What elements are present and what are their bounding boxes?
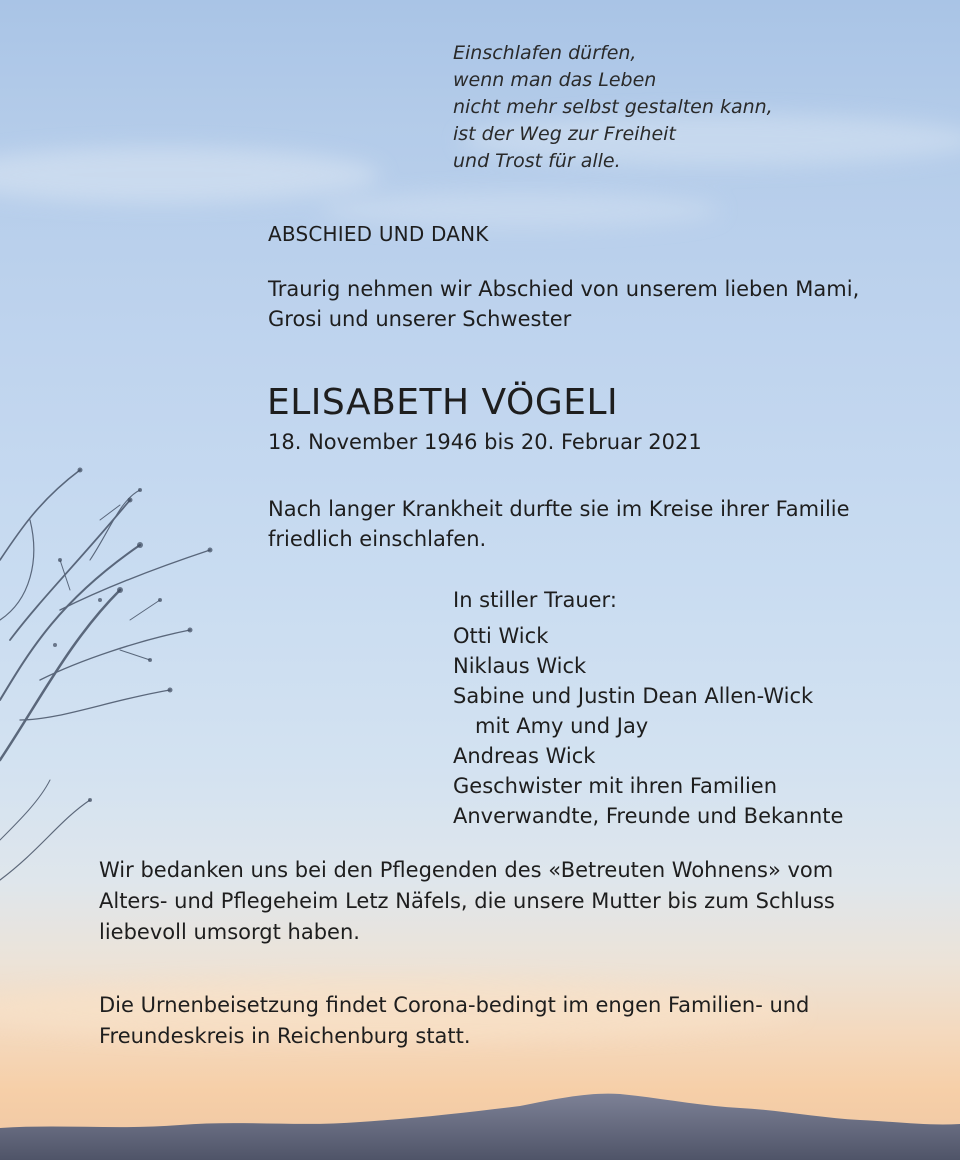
burial-paragraph — [99, 990, 809, 1052]
mountain-silhouette — [0, 1094, 960, 1160]
poem — [453, 40, 773, 175]
mourner-name: mit Amy und Jay — [475, 714, 649, 738]
deceased-name: ELISABETH VÖGELI — [267, 382, 619, 423]
mourner-name: Andreas Wick — [453, 744, 596, 768]
poem-line: ist der Weg zur Freiheit — [453, 123, 676, 145]
burial-line: Freundeskreis in Reichenburg statt. — [99, 1024, 471, 1048]
notice-heading: ABSCHIED UND DANK — [268, 222, 489, 246]
intro-text — [268, 274, 859, 334]
mourners-label: In stiller Trauer: — [453, 588, 617, 612]
mourner-name: Sabine und Justin Dean Allen-Wick — [453, 684, 814, 708]
mourner-name: Otti Wick — [453, 624, 549, 648]
tree-branches — [0, 470, 210, 880]
thanks-line: liebevoll umsorgt haben. — [99, 920, 360, 944]
poem-line: wenn man das Leben — [453, 69, 657, 91]
intro-line: Grosi und unserer Schwester — [268, 307, 572, 331]
mourner-name: Niklaus Wick — [453, 654, 587, 678]
death-notice — [268, 494, 850, 554]
thanks-line: Wir bedanken uns bei den Pflegenden des «Betreuten Wohnens» vom — [99, 858, 834, 882]
mourner-name: Anverwandte, Freunde und Bekannte — [453, 804, 844, 828]
intro-line: Traurig nehmen wir Abschied von unserem lieben Mami, — [268, 277, 860, 301]
death-notice-line: friedlich einschlafen. — [268, 527, 487, 551]
thanks-paragraph — [99, 855, 835, 948]
death-notice-line: Nach langer Krankheit durfte sie im Kreise ihrer Familie — [268, 497, 850, 521]
thanks-line: Alters- und Pflegeheim Letz Näfels, die unsere Mutter bis zum Schluss — [99, 889, 835, 913]
burial-line: Die Urnenbeisetzung findet Corona-bedingt im engen Familien- und — [99, 993, 810, 1017]
poem-line: nicht mehr selbst gestalten kann, — [453, 96, 773, 118]
life-dates: 18. November 1946 bis 20. Februar 2021 — [268, 430, 702, 454]
poem-line: Einschlafen dürfen, — [453, 42, 637, 64]
poem-line: und Trost für alle. — [453, 150, 621, 172]
tree-buds — [53, 468, 213, 803]
mourners-list — [453, 621, 843, 831]
mourner-name: Geschwister mit ihren Familien — [453, 774, 778, 798]
